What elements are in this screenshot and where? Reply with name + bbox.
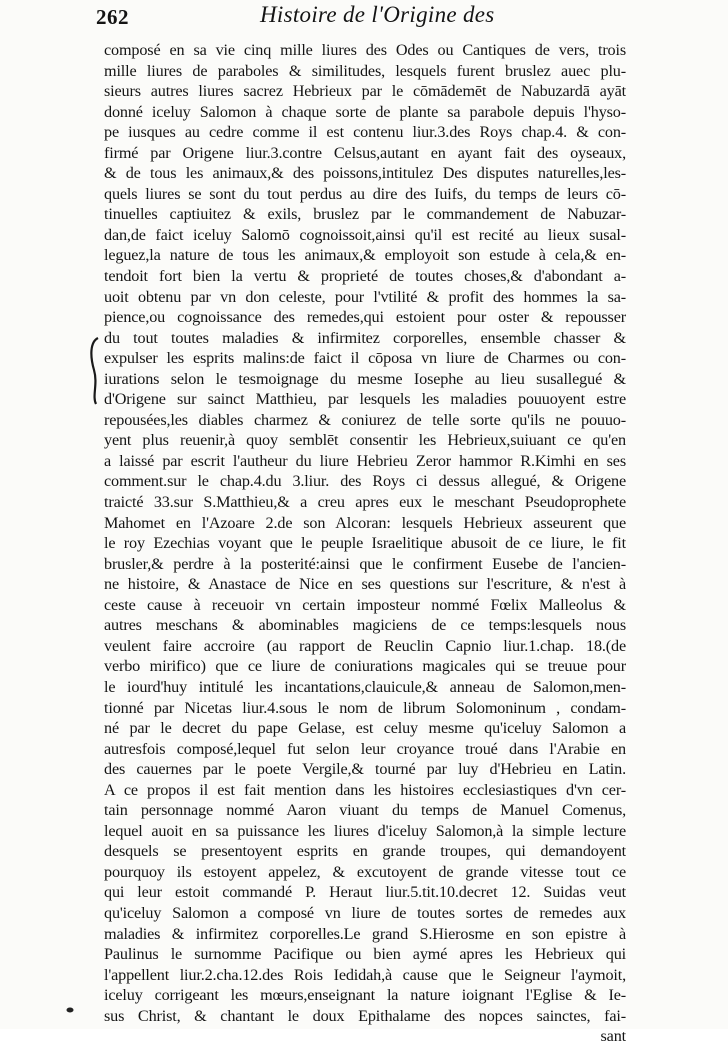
text-line: du tout toutes maladies & infirmitez corporelles, ensemble chasser & xyxy=(104,328,626,347)
text-line: sieurs autres liures sacrez Hebrieux par le cōmādemēt de Nabuzardā ayāt xyxy=(104,82,626,101)
text-line: ceste cause à receuoir vn certain imposteur nommé Fœlix Malleolus & xyxy=(104,595,626,614)
text-line: qu'iceluy Salomon a composé vn liure de toutes sortes de remedes aux xyxy=(104,903,626,922)
margin-bracket-mark xyxy=(86,336,100,406)
text-line: maladies & infirmitez corporelles.Le grand S.Hierosme en son epistre à xyxy=(104,924,626,943)
text-line: A ce propos il est fait mention dans les histoires ecclesiastiques d'vn cer- xyxy=(104,780,626,799)
text-line: traicté 33.sur S.Matthieu,& a creu apres eux le meschant Pseudoprophete xyxy=(104,493,626,512)
text-line: tain personnage nommé Aaron viuant du temps de Manuel Comenus, xyxy=(104,801,626,820)
page-header xyxy=(0,0,728,34)
text-line: autresfois composé,lequel fut selon leur croyance troué dans l'Arabie en xyxy=(104,739,626,758)
text-line: autres meschans & abominables magiciens de ce temps:lesquels nous xyxy=(104,616,626,635)
text-line: pience,ou cognoissance des remedes,qui estoient pour oster & repousser xyxy=(104,308,626,327)
text-line: brusler,& perdre à la posterité:ainsi que le confirment Eusebe de l'ancien- xyxy=(104,554,626,573)
text-line: & de tous les animaux,& des poissons,intitulez Des disputes naturelles,les- xyxy=(104,164,626,183)
text-line: quels liures se sont du tout perdus au dire des Iuifs, du temps de leurs cō- xyxy=(104,184,626,203)
text-line: Paulinus le surnomme Pacifique ou bien aymé apres les Hebrieux qui xyxy=(104,945,626,964)
text-line: tinuelles captiuitez & exils, bruslez par le commandement de Nabuzar- xyxy=(104,205,626,224)
text-line: pe iusques au cedre comme il est contenu liur.3.des Roys chap.4. & con- xyxy=(104,123,626,142)
running-head: Histoire de l'Origine des xyxy=(260,2,495,27)
body-text xyxy=(104,40,626,1047)
text-line: d'Origene sur sainct Matthieu, par lesquels les maladies pouuoyent estre xyxy=(104,390,626,409)
text-line: pourquoy ils estoyent appelez, & excutoyent de grande vitesse tout ce xyxy=(104,862,626,881)
text-line: sus Christ, & chantant le doux Epithalame des nopces sainctes, fai- xyxy=(104,1006,626,1025)
text-line: expulser les esprits malins:de faict il cōposa vn liure de Charmes ou con- xyxy=(104,349,626,368)
text-line: desquels se presentoyent esprits en grande troupes, qui demandoyent xyxy=(104,842,626,861)
text-line: repousées,les diables charmez & coniurez de telle sorte qu'ils ne pouuo- xyxy=(104,410,626,429)
text-line: mille liures de paraboles & similitudes, lesquels furent bruslez auec plu- xyxy=(104,61,626,80)
text-line: iceluy corrigeant les mœurs,enseignant la nature ioignant l'Eglise & Ie- xyxy=(104,986,626,1005)
text-line: composé en sa vie cinq mille liures des Odes ou Cantiques de vers, trois xyxy=(104,41,626,59)
text-line: uoit obtenu par vn don celeste, pour l'vtilité & profit des hommes la sa- xyxy=(104,287,626,306)
text-line: dan,de faict iceluy Salomō cognoissoit,ainsi qu'il est recité au lieux susal- xyxy=(104,225,626,244)
text-line: leguez,la nature de tous les animaux,& employoit son estude à cela,& en- xyxy=(104,246,626,265)
text-line: l'appellent liur.2.cha.12.des Rois Iedidah,à cause que le Seigneur l'aymoit, xyxy=(104,965,626,984)
text-line: ne histoire, & Anastace de Nice en ses questions sur l'escriture, & n'est à xyxy=(104,575,626,594)
text-line: des cauernes par le poete Vergile,& tourné par luy d'Hebrieu en Latin. xyxy=(104,760,626,779)
text-line: veulent faire accroire (au rapport de Reuclin Capnio liur.1.chap. 18.(de xyxy=(104,636,626,655)
text-line: tendoit fort bien la vertu & proprieté de toutes choses,& d'abondant a- xyxy=(104,267,626,286)
text-line: né par le decret du pape Gelase, est celuy mesme qu'iceluy Salomon a xyxy=(104,719,626,738)
text-line: iurations selon le tesmoignage du mesme Iosephe au lieu susallegué & xyxy=(104,369,626,388)
text-line: donné iceluy Salomon à chaque sorte de plante sa parabole depuis l'hyso- xyxy=(104,102,626,121)
text-line: firmé par Origene liur.3.contre Celsus,autant en ayant fait des oyseaux, xyxy=(104,143,626,162)
text-line: tionné par Nicetas liur.4.sous le nom de librum Solomoninum , condam- xyxy=(104,698,626,717)
text-line: comment.sur le chap.4.du 3.liur. des Roys ci dessus allegué, & Origene xyxy=(104,472,626,491)
text-line: a laissé par escrit l'autheur du liure Hebrieu Zeror hammor R.Kimhi en ses xyxy=(104,451,626,470)
page-number: 262 xyxy=(96,5,129,29)
text-line: le roy Ezechias voyant que le peuple Israelitique abusoit de ce liure, le fit xyxy=(104,534,626,553)
text-line: qui leur estoit commandé P. Heraut liur.5.tit.10.decret 12. Suidas veut xyxy=(104,883,626,902)
text-line: verbo mirifico) que ce liure de coniurations magicales qui se treuue pour xyxy=(104,657,626,676)
ink-speck xyxy=(66,1000,74,1006)
text-line: le iourd'huy intitulé les incantations,clauicule,& anneau de Salomon,men- xyxy=(104,677,626,696)
text-line: yent plus reuenir,à quoy semblēt consentir les Hebrieux,suiuant ce qu'en xyxy=(104,431,626,450)
text-line: lequel auoit en sa puissance les liures d'iceluy Salomon,à la simple lecture xyxy=(104,821,626,840)
text-line: Mahomet en l'Azoare 2.de son Alcoran: lesquels Hebrieux asseurent que xyxy=(104,513,626,532)
catchword: sant xyxy=(600,1027,626,1046)
